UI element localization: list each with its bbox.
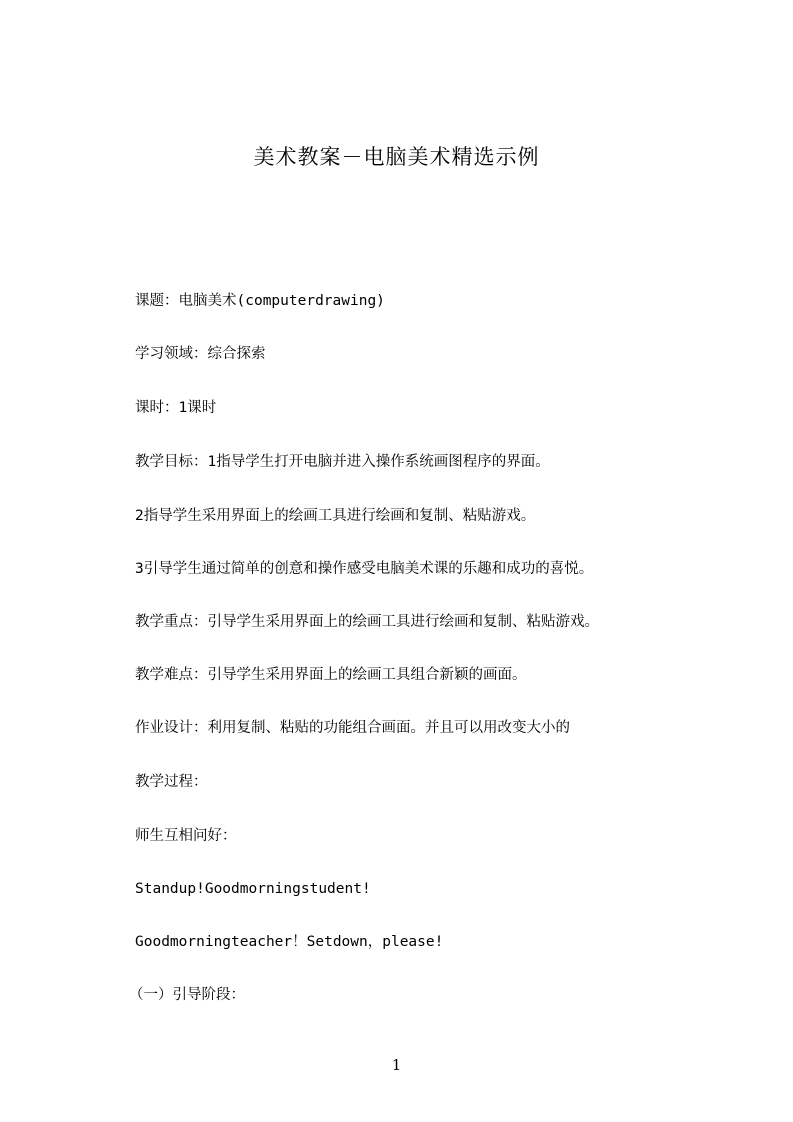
line-domain: 学习领域：综合探索 (135, 346, 266, 362)
line-objective-2: 2指导学生采用界面上的绘画工具进行绘画和复制、粘贴游戏。 (135, 508, 536, 524)
line-assignment: 作业设计：利用复制、粘贴的功能组合画面。并且可以用改变大小的 (135, 720, 570, 736)
line-difficulty: 教学难点：引导学生采用界面上的绘画工具组合新颖的画面。 (135, 667, 527, 683)
line-key-point: 教学重点：引导学生采用界面上的绘画工具进行绘画和复制、粘贴游戏。 (135, 614, 599, 630)
line-objective-1: 教学目标：1指导学生打开电脑并进入操作系统画图程序的界面。 (135, 454, 550, 470)
line-dialogue-2: Goodmorningteacher！Setdown，please! (135, 934, 444, 950)
line-dialogue-1: Standup!Goodmorningstudent! (135, 881, 371, 897)
line-process-heading: 教学过程： (135, 774, 208, 790)
line-duration: 课时：1课时 (135, 400, 217, 416)
line-section-heading: （一）引导阶段： (129, 987, 245, 1003)
page-number: 1 (391, 1056, 402, 1074)
line-topic: 课题：电脑美术(computerdrawing) (135, 293, 385, 309)
document-title: 美术教案－电脑美术精选示例 (253, 145, 540, 169)
line-objective-3: 3引导学生通过简单的创意和操作感受电脑美术课的乐趣和成功的喜悦。 (135, 561, 594, 577)
line-greeting: 师生互相问好： (135, 828, 237, 844)
